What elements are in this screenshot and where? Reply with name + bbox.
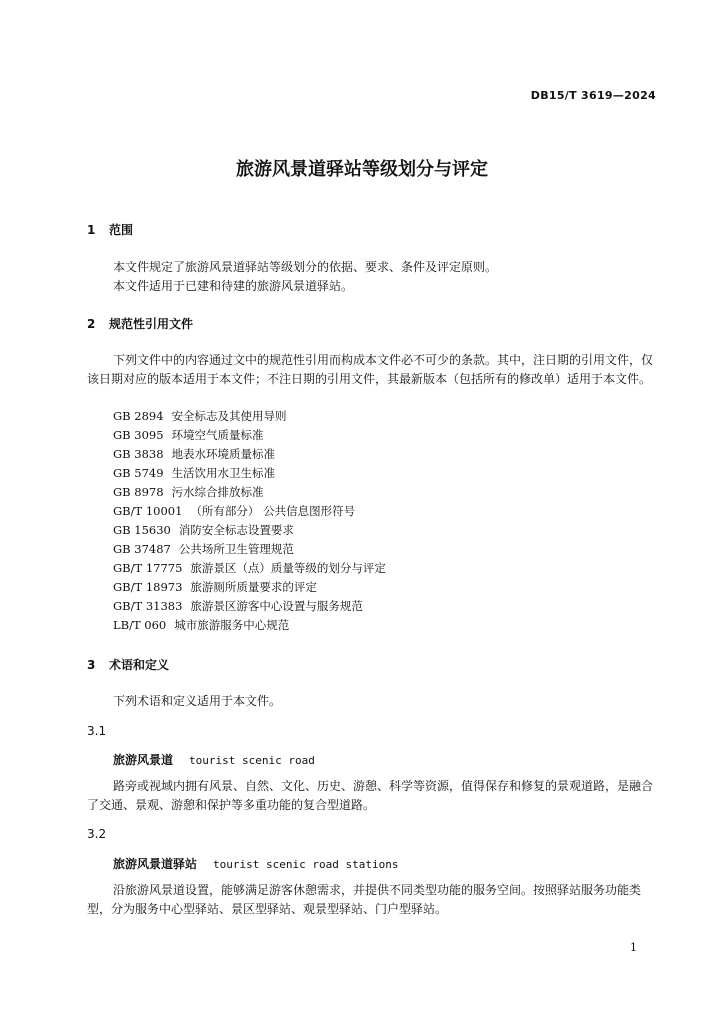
section-number: 1 bbox=[87, 223, 96, 237]
term-number: 3.1 bbox=[87, 724, 107, 738]
reference-code: GB/T 31383 bbox=[113, 599, 183, 613]
section-title: 范围 bbox=[109, 223, 134, 237]
terms-intro: 下列术语和定义适用于本文件。 bbox=[113, 694, 282, 708]
reference-name: 安全标志及其使用导则 bbox=[171, 409, 287, 423]
reference-item bbox=[113, 446, 275, 462]
reference-item bbox=[113, 598, 363, 614]
term-number: 3.2 bbox=[87, 827, 107, 841]
document-title: 旅游风景道驿站等级划分与评定 bbox=[236, 159, 488, 180]
document-number: DB15/T 3619—2024 bbox=[530, 89, 656, 102]
term-definition: 路旁或视域内拥有风景、自然、文化、历史、游憩、科学等资源，值得保存和修复的景观道路，是融合了交通、景观、游憩和保护等多重功能的复合型道路。 bbox=[87, 779, 654, 812]
reference-code: GB 8978 bbox=[113, 485, 164, 499]
scope-line-2: 本文件适用于已建和待建的旅游风景道驿站。 bbox=[113, 279, 354, 293]
section-title: 术语和定义 bbox=[109, 658, 170, 672]
reference-code: GB 2894 bbox=[113, 409, 164, 423]
term-english: tourist scenic road bbox=[189, 754, 315, 767]
reference-name: 旅游景区游客中心设置与服务规范 bbox=[190, 599, 363, 613]
page-number: 1 bbox=[630, 941, 637, 954]
reference-code: LB/T 060 bbox=[113, 618, 167, 632]
term-chinese: 旅游风景道 bbox=[113, 753, 174, 767]
reference-name: 地表水环境质量标准 bbox=[171, 447, 276, 461]
reference-code: GB 3095 bbox=[113, 428, 164, 442]
reference-item bbox=[113, 617, 289, 633]
reference-code: GB 5749 bbox=[113, 466, 164, 480]
section-heading-terms bbox=[87, 656, 169, 673]
scope-line-1: 本文件规定了旅游风景道驿站等级划分的依据、要求、条件及评定原则。 bbox=[113, 260, 498, 274]
section-number: 2 bbox=[87, 317, 96, 331]
reference-code: GB/T 18973 bbox=[113, 580, 183, 594]
term-title bbox=[113, 751, 315, 768]
reference-item bbox=[113, 408, 287, 424]
reference-name: 公共场所卫生管理规范 bbox=[178, 542, 294, 556]
reference-item bbox=[113, 465, 275, 481]
reference-code: GB 37487 bbox=[113, 542, 171, 556]
term-title bbox=[113, 855, 398, 872]
reference-item bbox=[113, 579, 317, 595]
reference-name: 环境空气质量标准 bbox=[171, 428, 264, 442]
reference-code: GB 3838 bbox=[113, 447, 164, 461]
term-english: tourist scenic road stations bbox=[213, 858, 399, 871]
reference-code: GB/T 17775 bbox=[113, 561, 183, 575]
refs-intro-paragraph: 下列文件中的内容通过文中的规范性引用而构成本文件必不可少的条款。其中，注日期的引用文件，仅该日期对应的版本适用于本文件；不注日期的引用文件，其最新版本（包括所有的修改单）适用于本文件。 bbox=[87, 353, 654, 386]
reference-name: 旅游厕所质量要求的评定 bbox=[190, 580, 317, 594]
reference-name: 生活饮用水卫生标准 bbox=[171, 466, 276, 480]
reference-name: 污水综合排放标准 bbox=[171, 485, 264, 499]
reference-item bbox=[113, 484, 264, 500]
section-title: 规范性引用文件 bbox=[109, 317, 194, 331]
reference-code: GB/T 10001 bbox=[113, 504, 183, 518]
reference-item bbox=[113, 560, 386, 576]
term-definition: 沿旅游风景道设置，能够满足游客休憩需求，并提供不同类型功能的服务空间。按照驿站服务功能类型，分为服务中心型驿站、景区型驿站、观景型驿站、门户型驿站。 bbox=[87, 883, 642, 916]
term-chinese: 旅游风景道驿站 bbox=[113, 857, 198, 871]
reference-item bbox=[113, 541, 294, 557]
reference-name: 城市旅游服务中心规范 bbox=[174, 618, 290, 632]
reference-name: 消防安全标志设置要求 bbox=[178, 523, 294, 537]
reference-item bbox=[113, 522, 294, 538]
reference-name: 旅游景区（点）质量等级的划分与评定 bbox=[190, 561, 386, 575]
section-number: 3 bbox=[87, 658, 96, 672]
reference-name: （所有部分） 公共信息图形符号 bbox=[190, 504, 356, 518]
section-heading-refs bbox=[87, 315, 193, 332]
reference-item bbox=[113, 427, 264, 443]
section-heading-scope bbox=[87, 221, 133, 238]
reference-item bbox=[113, 503, 355, 519]
reference-code: GB 15630 bbox=[113, 523, 171, 537]
